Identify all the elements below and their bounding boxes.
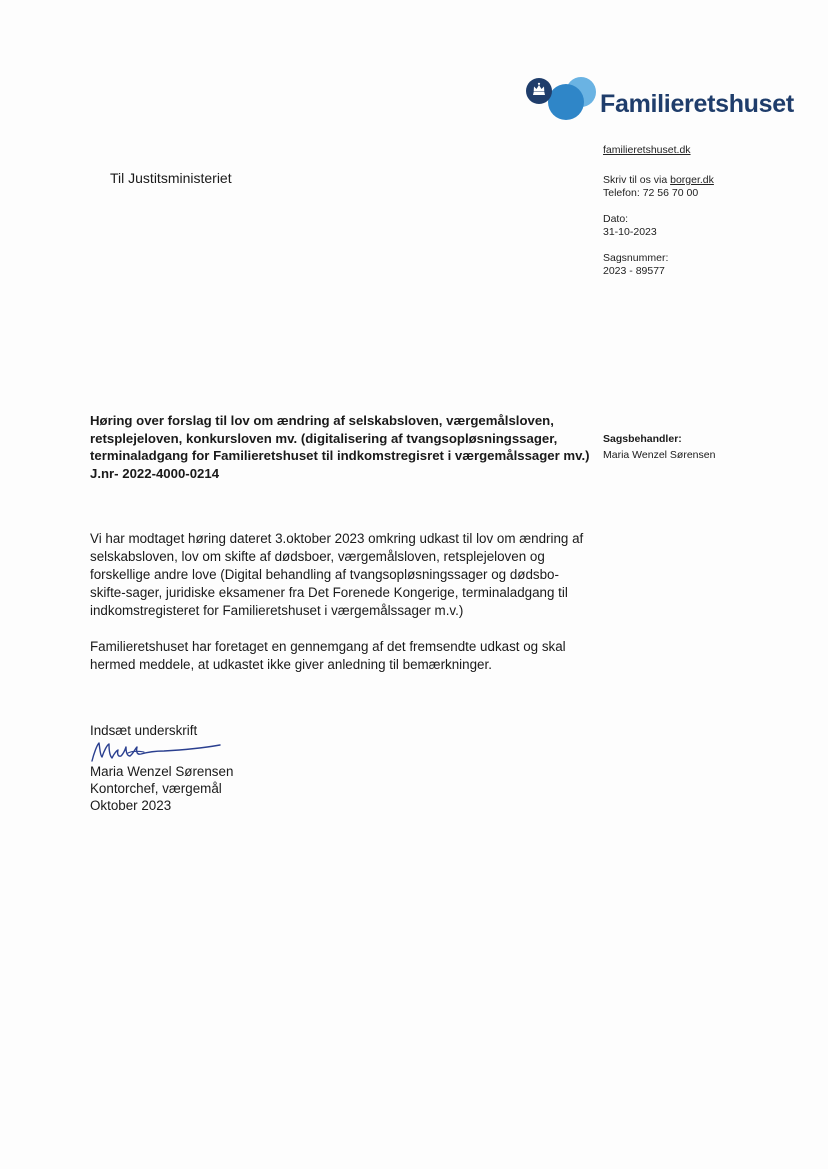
handler-name: Maria Wenzel Sørensen — [603, 449, 716, 461]
phone-line: Telefon: 72 56 70 00 — [603, 187, 699, 199]
logo-wordmark: Familieretshuset — [600, 90, 794, 118]
letter-body — [90, 530, 590, 692]
website-link[interactable]: familieretshuset.dk — [603, 144, 691, 156]
case-block — [603, 252, 714, 278]
contact-block — [603, 174, 714, 200]
case-handler — [603, 431, 715, 463]
signature-date: Oktober 2023 — [90, 798, 172, 813]
subject-heading: Høring over forslag til lov om ændring af selskabsloven, værgemålsloven, retsplejeloven, konkursloven mv. (digitalisering af tvangsopløsningssager, terminaladgang for Familieretshuset til indkomstregisret i værgemålssager mv.) J.nr- 2022-4000-0214 — [90, 413, 590, 481]
signer-title: Kontorchef, værgemål — [90, 781, 222, 796]
recipient-line: Til Justitsministeriet — [110, 170, 232, 186]
case-label: Sagsnummer: — [603, 252, 669, 264]
date-label: Dato: — [603, 213, 629, 225]
contact-info — [603, 144, 714, 291]
body-paragraph-1: Vi har modtaget høring dateret 3.oktober 2023 omkring udkast til lov om ændring af selskabsloven, lov om skifte af dødsboer, værgemålsloven, retsplejeloven og forskellige andre love (Digital behandling af tvangsopløsningssager og dødsbo-skifte-sager, juridiske eksamener fra Det Forenede Kongerige, terminaladgang til indkomstregisteret for Familieretshuset i værgemålssager m.v.) — [90, 531, 584, 618]
borger-link[interactable]: borger.dk — [670, 174, 714, 186]
case-value: 2023 - 89577 — [603, 265, 665, 277]
date-value: 31-10-2023 — [603, 226, 657, 238]
handwritten-signature-icon — [88, 739, 228, 765]
write-line — [603, 174, 714, 187]
date-block — [603, 213, 714, 239]
logo-circles-icon — [524, 74, 600, 126]
signature-block — [90, 722, 233, 814]
body-paragraph-2: Familieretshuset har foretaget en gennemgang af det fremsendte udkast og skal hermed meddele, at udkastet ikke giver anledning til bemærkninger. — [90, 639, 566, 672]
familieretshuset-logo — [524, 74, 794, 126]
write-prefix: Skriv til os via — [603, 174, 671, 186]
handler-label: Sagsbehandler: — [603, 433, 682, 445]
insert-signature-label: Indsæt underskrift — [90, 723, 198, 738]
signer-name: Maria Wenzel Sørensen — [90, 764, 234, 779]
